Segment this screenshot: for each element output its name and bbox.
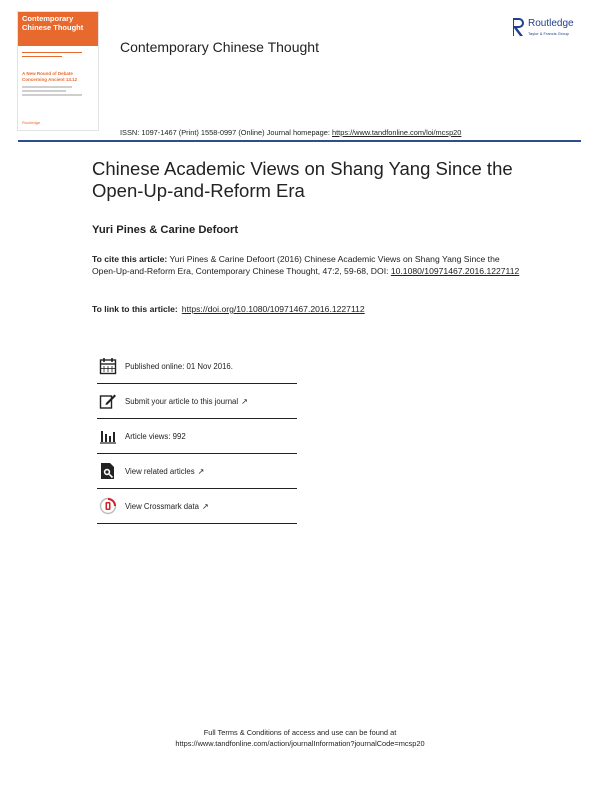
journal-cover-thumbnail (18, 12, 98, 130)
search-document-icon (99, 462, 117, 480)
publisher-name: Routledge (528, 18, 574, 29)
submit-article-row[interactable] (97, 384, 297, 419)
external-link-icon: ↗ (241, 396, 248, 406)
related-articles-row[interactable] (97, 454, 297, 489)
citation-label: To cite this article: (92, 254, 168, 264)
issn-line (120, 128, 461, 137)
edit-icon (99, 392, 117, 410)
calendar-icon (99, 357, 117, 375)
footer (0, 727, 600, 749)
published-online-row (97, 349, 297, 384)
crossmark-row[interactable] (97, 489, 297, 524)
cover-text-line (22, 86, 72, 88)
publisher-tagline: Taylor & Francis Group (528, 31, 569, 36)
footer-terms-line: Full Terms & Conditions of access and use can be found at (203, 728, 397, 737)
journal-name: Contemporary Chinese Thought (120, 39, 319, 55)
crossmark-link[interactable]: View Crossmark data (125, 501, 199, 511)
article-link-line (92, 304, 365, 314)
external-link-icon: ↗ (197, 466, 205, 476)
article-links-list (97, 349, 297, 524)
cover-subtitle: A New Round of Debate Concerning Ancient 13.12 (22, 71, 78, 82)
article-link-label: To link to this article: (92, 304, 178, 314)
article-views-label: Article views: 992 (125, 431, 186, 441)
related-articles-link[interactable]: View related articles (125, 466, 195, 476)
cover-title: Contemporary Chinese Thought (22, 14, 84, 32)
citation-text: Yuri Pines & Carine Defoort (2016) Chinese Academic Views on Shang Yang Since the Open-Up-and-Reform Era, Contemporary Chinese Thought, 47:2, 59-68, DOI: (92, 254, 500, 276)
bar-chart-icon (99, 427, 117, 445)
header-rule (18, 140, 581, 142)
footer-terms-url[interactable]: https://www.tandfonline.com/action/journalInformation?journalCode=mcsp20 (175, 739, 425, 748)
external-link-icon: ↗ (201, 501, 209, 511)
article-doi-url[interactable]: https://doi.org/10.1080/10971467.2016.1227112 (181, 304, 365, 314)
citation-block (92, 254, 522, 277)
crossmark-icon (99, 497, 117, 515)
published-online-label: Published online: 01 Nov 2016. (125, 361, 233, 371)
article-title: Chinese Academic Views on Shang Yang Since the Open-Up-and-Reform Era (92, 158, 513, 201)
routledge-logo-icon (511, 17, 525, 37)
submit-article-link[interactable]: Submit your article to this journal (125, 396, 239, 406)
cover-text-line (22, 90, 66, 92)
cover-rule (22, 52, 82, 53)
cover-rule (22, 56, 62, 57)
citation-doi-link[interactable]: 10.1080/10971467.2016.1227112 (390, 265, 520, 276)
article-views-row (97, 419, 297, 454)
cover-text-line (22, 94, 82, 96)
publisher-logo[interactable] (511, 17, 587, 39)
cover-publisher-mark: Routledge (22, 120, 41, 125)
journal-homepage-link[interactable]: https://www.tandfonline.com/loi/mcsp20 (332, 128, 462, 137)
issn-text: ISSN: 1097-1467 (Print) 1558-0997 (Online) Journal homepage: (120, 128, 332, 137)
article-authors: Yuri Pines & Carine Defoort (92, 224, 239, 236)
